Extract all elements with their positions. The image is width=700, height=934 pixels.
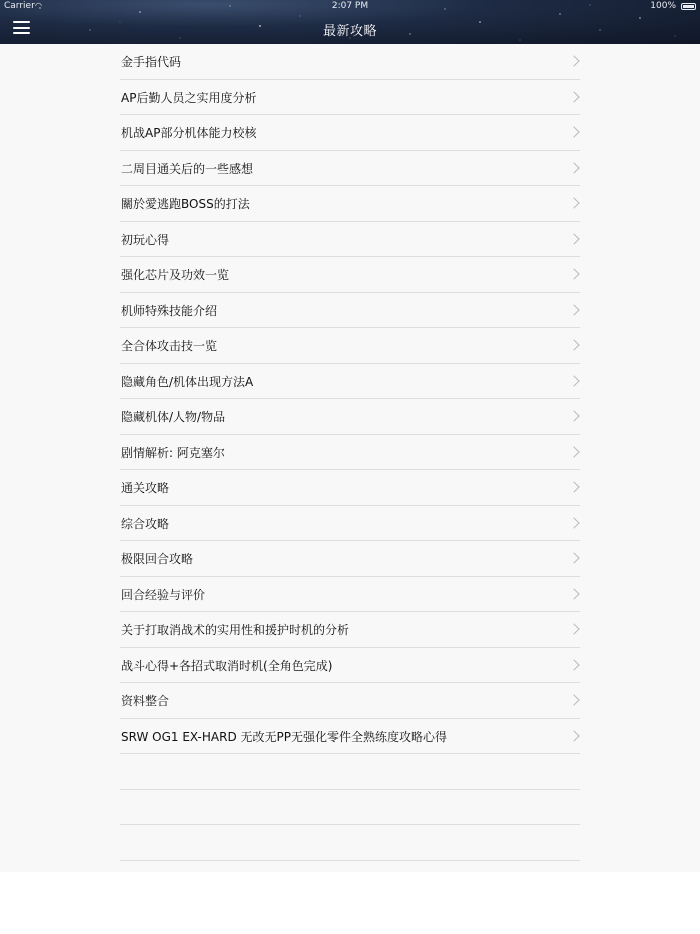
list-item[interactable] [120,80,580,116]
list-item-label: 隐藏角色/机体出现方法A [121,374,254,389]
empty-list-row [120,754,580,790]
list-item-label: 隐藏机体/人物/物品 [121,410,226,424]
list-item[interactable] [120,328,580,364]
chevron-right-icon [568,304,579,315]
navigation-bar [0,0,700,44]
list-item[interactable] [120,719,580,755]
list-item-label: 战斗心得+各招式取消时机(全角色完成) [121,658,333,673]
list-item[interactable] [120,506,580,542]
list-item-label: 通关攻略 [121,481,170,495]
chevron-right-icon [568,588,579,599]
list-item[interactable] [120,151,580,187]
empty-list-row [120,790,580,826]
list-item-label: 全合体攻击技一览 [121,339,218,353]
chevron-right-icon [568,694,579,705]
list-item-label: 金手指代码 [121,55,182,69]
list-item-label: 剧情解析: 阿克塞尔 [121,445,225,460]
list-item-label: AP后勤人员之实用度分析 [121,90,257,105]
chevron-right-icon [568,233,579,244]
list-item-label: 综合攻略 [121,516,170,531]
list-item-label: 强化芯片及功效一览 [121,268,230,282]
list-item[interactable] [120,186,580,222]
chevron-right-icon [568,91,579,102]
chevron-right-icon [568,339,579,350]
chevron-right-icon [568,730,579,741]
chevron-right-icon [568,375,579,386]
list-item-label: 机战AP部分机体能力校核 [121,126,257,140]
chevron-right-icon [568,517,579,528]
battery-percentage: 100% [650,1,676,11]
carrier-label: Carrier [4,1,35,11]
chevron-right-icon [568,268,579,279]
list-item-label: 机师特殊技能介绍 [121,303,218,318]
chevron-right-icon [568,162,579,173]
status-bar [0,0,700,14]
chevron-right-icon [568,481,579,492]
chevron-right-icon [568,623,579,634]
list-item[interactable] [120,577,580,613]
list-item[interactable] [120,612,580,648]
chevron-right-icon [568,197,579,208]
list-item[interactable] [120,648,580,684]
list-item[interactable] [120,399,580,435]
list-item[interactable] [120,257,580,293]
list-item-label: 關於愛逃跑BOSS的打法 [121,197,250,211]
list-item[interactable] [120,541,580,577]
list-item-label: 极限回合攻略 [121,552,194,566]
article-list-container[interactable] [0,44,700,872]
list-item[interactable] [120,222,580,258]
page-title: 最新攻略 [322,24,377,39]
list-item-label: SRW OG1 EX-HARD 无改无PP无强化零件全熟练度攻略心得 [121,729,447,744]
list-item[interactable] [120,435,580,471]
clock-label: 2:07 PM [331,1,369,11]
list-item-label: 资料整合 [121,694,170,708]
list-item[interactable] [120,364,580,400]
list-item[interactable] [120,470,580,506]
chevron-right-icon [568,126,579,137]
wifi-icon: ◠ [35,1,42,10]
chevron-right-icon [568,55,579,66]
chevron-right-icon [568,659,579,670]
list-item[interactable] [120,683,580,719]
list-item[interactable] [120,44,580,80]
list-item-label: 二周目通关后的一些感想 [121,161,254,176]
battery-icon [681,3,696,10]
list-item[interactable] [120,293,580,329]
list-item-label: 初玩心得 [121,232,170,247]
list-item[interactable] [120,115,580,151]
chevron-right-icon [568,446,579,457]
article-list [120,44,580,861]
list-item-label: 关于打取消战术的实用性和援护时机的分析 [121,623,350,637]
empty-list-row [120,825,580,861]
list-item-label: 回合经验与评价 [121,587,206,602]
chevron-right-icon [568,410,579,421]
chevron-right-icon [568,552,579,563]
